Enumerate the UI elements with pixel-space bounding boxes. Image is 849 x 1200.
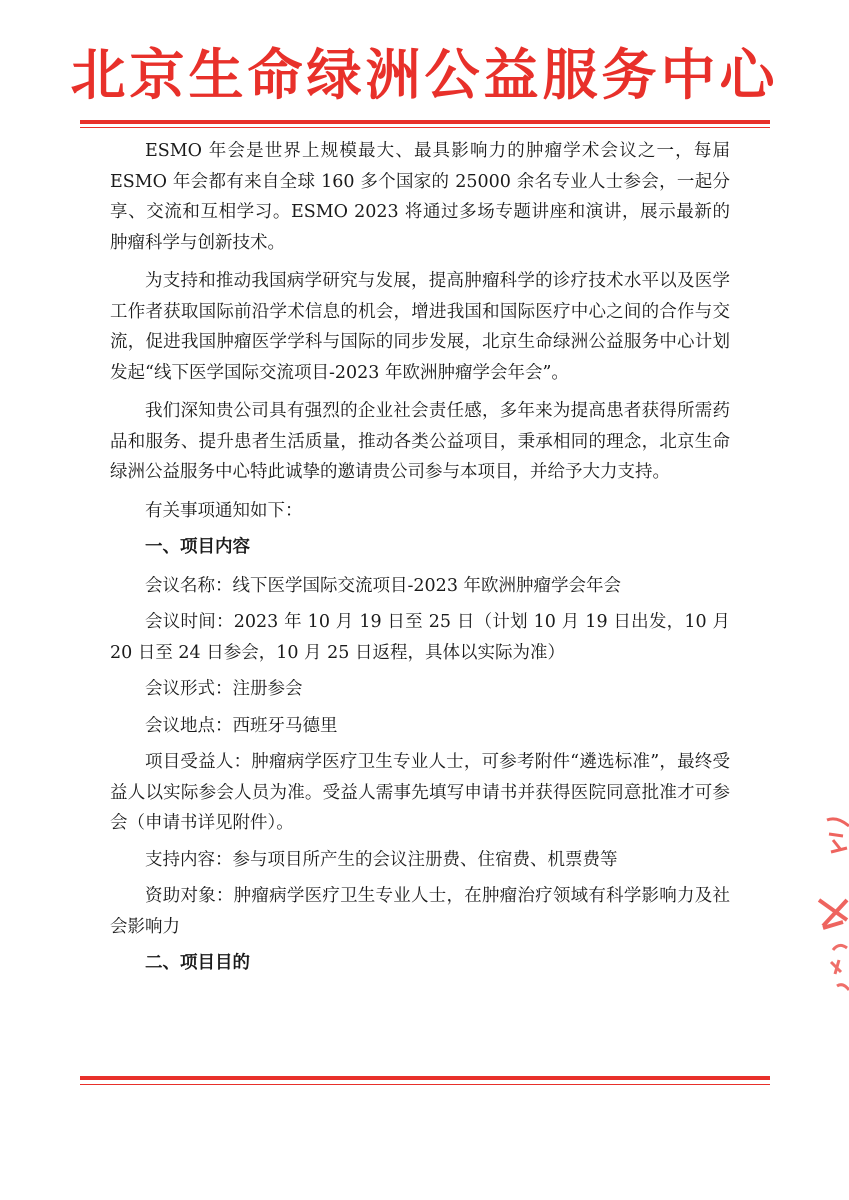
letterhead-title: 北京生命绿洲公益服务中心 (70, 43, 779, 107)
item-funding-target: 资助对象：肿瘤病学医疗卫生专业人士，在肿瘤治疗领域有科学影响力及社会影响力 (110, 886, 730, 937)
footer-rule-thick (80, 1076, 770, 1080)
section-heading-project-content: 一、项目内容 (145, 537, 250, 557)
letterhead-rule-thin (80, 127, 770, 128)
item-support-content: 支持内容：参与项目所产生的会议注册费、住宿费、机票费等 (145, 849, 618, 870)
seal-stamp-fragment (809, 800, 849, 1000)
paragraph-invitation: 我们深知贵公司具有强烈的企业社会责任感，多年来为提高患者获得所需药品和服务、提升患者生活质量，推动各类公益项目，秉承相同的理念，北京生命绿洲公益服务中心特此诚挚的邀请贵公司参与本项目，并给予大力支持。 (110, 401, 730, 482)
item-meeting-name: 会议名称：线下医学国际交流项目-2023 年欧洲肿瘤学会年会 (145, 575, 622, 596)
document-body (110, 136, 730, 987)
footer-rule-thin (80, 1084, 770, 1085)
paragraph-esmo-intro: ESMO 年会是世界上规模最大、最具影响力的肿瘤学术会议之一，每届 ESMO 年会都有来自全球 160 多个国家的 25000 余名专业人士参会，一起分享、交流和互相学习。ESMO 2023 将通过多场专题讲座和演讲，展示最新的肿瘤科学与创新技术。 (110, 141, 730, 253)
item-meeting-location: 会议地点：西班牙马德里 (145, 715, 338, 736)
paragraph-notice: 有关事项通知如下： (145, 500, 303, 521)
item-beneficiary: 项目受益人：肿瘤病学医疗卫生专业人士，可参考附件“遴选标准”，最终受益人以实际参会人员为准。受益人需事先填写申请书并获得医院同意批准才可参会（申请书详见附件）。 (110, 752, 730, 833)
item-meeting-time: 会议时间：2023 年 10 月 19 日至 25 日（计划 10 月 19 日出发，10 月 20 日至 24 日参会，10 月 25 日返程，具体以实际为准） (110, 612, 730, 663)
section-heading-project-goal: 二、项目目的 (145, 953, 250, 973)
item-meeting-format: 会议形式：注册参会 (145, 679, 303, 699)
letterhead-rule-thick (80, 120, 770, 124)
paragraph-project-purpose: 为支持和推动我国病学研究与发展，提高肿瘤科学的诊疗技术水平以及医学工作者获取国际前沿学术信息的机会，增进我国和国际医疗中心之间的合作与交流，促进我国肿瘤医学学科与国际的同步发展，北京生命绿洲公益服务中心计划发起“线下医学国际交流项目-2023 年欧洲肿瘤学会年会”。 (110, 271, 730, 383)
